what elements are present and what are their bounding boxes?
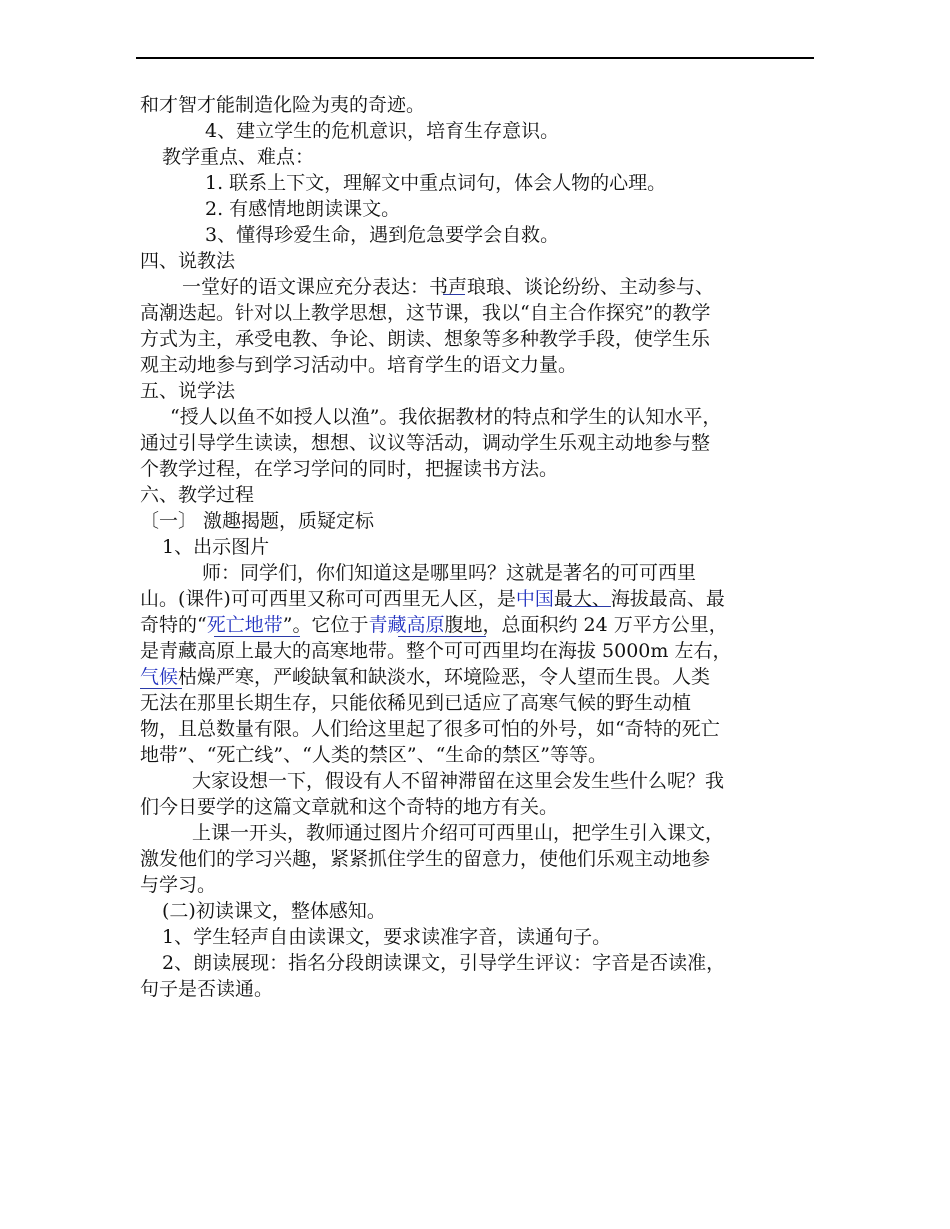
text-line: “授人以鱼不如授人以渔”。我依据教材的特点和学生的认知水平， <box>170 406 722 428</box>
document-body <box>140 92 810 1002</box>
text-line: 师：同学们，你们知道这是哪里吗？这就是著名的可可西里 <box>202 562 697 584</box>
text-segment: 枯燥严寒，严峻缺氧和缺淡水，环境险恶，令人望而生畏。人类 <box>178 666 711 688</box>
text-line: 3、懂得珍爱生命，遇到危急要学会自救。 <box>205 224 560 246</box>
text-line: 上课一开头，教师通过图片介绍可可西里山，把学生引入课文， <box>192 822 725 844</box>
header-rule <box>136 57 814 59</box>
revision-mark <box>567 606 611 607</box>
text-line: 们今日要学的这篇文章就和这个奇特的地方有关。 <box>140 796 559 818</box>
text-line: 五、说学法 <box>140 380 236 402</box>
text-line: (二)初读课文，整体感知。 <box>162 900 386 922</box>
text-line: 物，且总数量有限。人们给这里起了很多可怕的外号，如“奇特的死亡 <box>140 718 720 740</box>
text-line: 地带”、“死亡线”、“人类的禁区”、“生命的禁区”等等。 <box>140 744 607 766</box>
text-line: 一堂好的语文课应充分表达：书声琅琅、谈论纷纷、主动参与、 <box>182 276 715 298</box>
hyperlink[interactable]: 中国 <box>515 588 554 610</box>
text-line: 〔一〕 激趣揭题，质疑定标 <box>140 510 375 532</box>
text-line: 大家设想一下，假设有人不留神滞留在这里会发生些什么呢？我 <box>192 770 725 792</box>
text-line: 1. 联系上下文，理解文中重点词句，体会人物的心理。 <box>205 172 667 194</box>
text-line: 1、学生轻声自由读课文，要求读准字音，读通句子。 <box>162 926 612 948</box>
text-segment: ”。它位于 <box>282 614 369 636</box>
text-line: 是青藏高原上最大的高寒地带。整个可可西里均在海拔 5000m 左右， <box>140 640 732 662</box>
text-line: 1、出示图片 <box>162 536 270 558</box>
text-line <box>140 664 810 690</box>
text-line: 2. 有感情地朗读课文。 <box>205 198 401 220</box>
text-line <box>140 612 810 638</box>
text-line: 个教学过程，在学习学问的同时，把握读书方法。 <box>140 458 559 480</box>
text-line: 高潮迭起。针对以上教学思想，这节课，我以“自主合作探究”的教学 <box>140 302 711 324</box>
text-line: 方式为主，承受电教、争论、朗读、想象等多种教学手段，使学生乐 <box>140 328 711 350</box>
text-line: 与学习。 <box>140 874 217 896</box>
revision-mark <box>214 636 300 637</box>
revision-mark <box>443 294 465 295</box>
text-line: 激发他们的学习兴趣，紧紧抓住学生的留意力，使他们乐观主动地参 <box>140 848 711 870</box>
hyperlink[interactable]: 气候 <box>140 666 179 688</box>
text-line: 无法在那里长期生存，只能依稀见到已适应了高寒气候的野生动植 <box>140 692 692 714</box>
hyperlink[interactable]: 青藏高原 <box>368 614 445 636</box>
hyperlink[interactable]: 死亡地带 <box>206 614 283 636</box>
text-line: 句子是否读通。 <box>140 978 274 1000</box>
text-line: 六、教学过程 <box>140 484 255 506</box>
text-line: 教学重点、难点： <box>162 146 315 168</box>
text-line: 2、朗读展现：指名分段朗读课文，引导学生评议：字音是否读准， <box>162 952 726 974</box>
text-line: 四、说教法 <box>140 250 236 272</box>
text-line: 观主动地参与到学习活动中。培育学生的语文力量。 <box>140 354 578 376</box>
revision-mark <box>140 688 182 689</box>
text-segment: 腹地，总面积约 24 万平方公里， <box>444 614 728 636</box>
text-line: 通过引导学生读读，想想、议议等活动，调动学生乐观主动地参与整 <box>140 432 711 454</box>
text-line: 和才智才能制造化险为夷的奇迹。 <box>140 94 426 116</box>
text-segment: 最大、海拔最高、最 <box>553 588 725 610</box>
text-segment: 奇特的“ <box>140 614 207 636</box>
text-segment: 山。(课件)可可西里又称可可西里无人区，是 <box>140 588 516 610</box>
text-line <box>140 586 810 612</box>
revision-mark <box>398 636 486 637</box>
text-line: 4、建立学生的危机意识，培育生存意识。 <box>205 120 560 142</box>
